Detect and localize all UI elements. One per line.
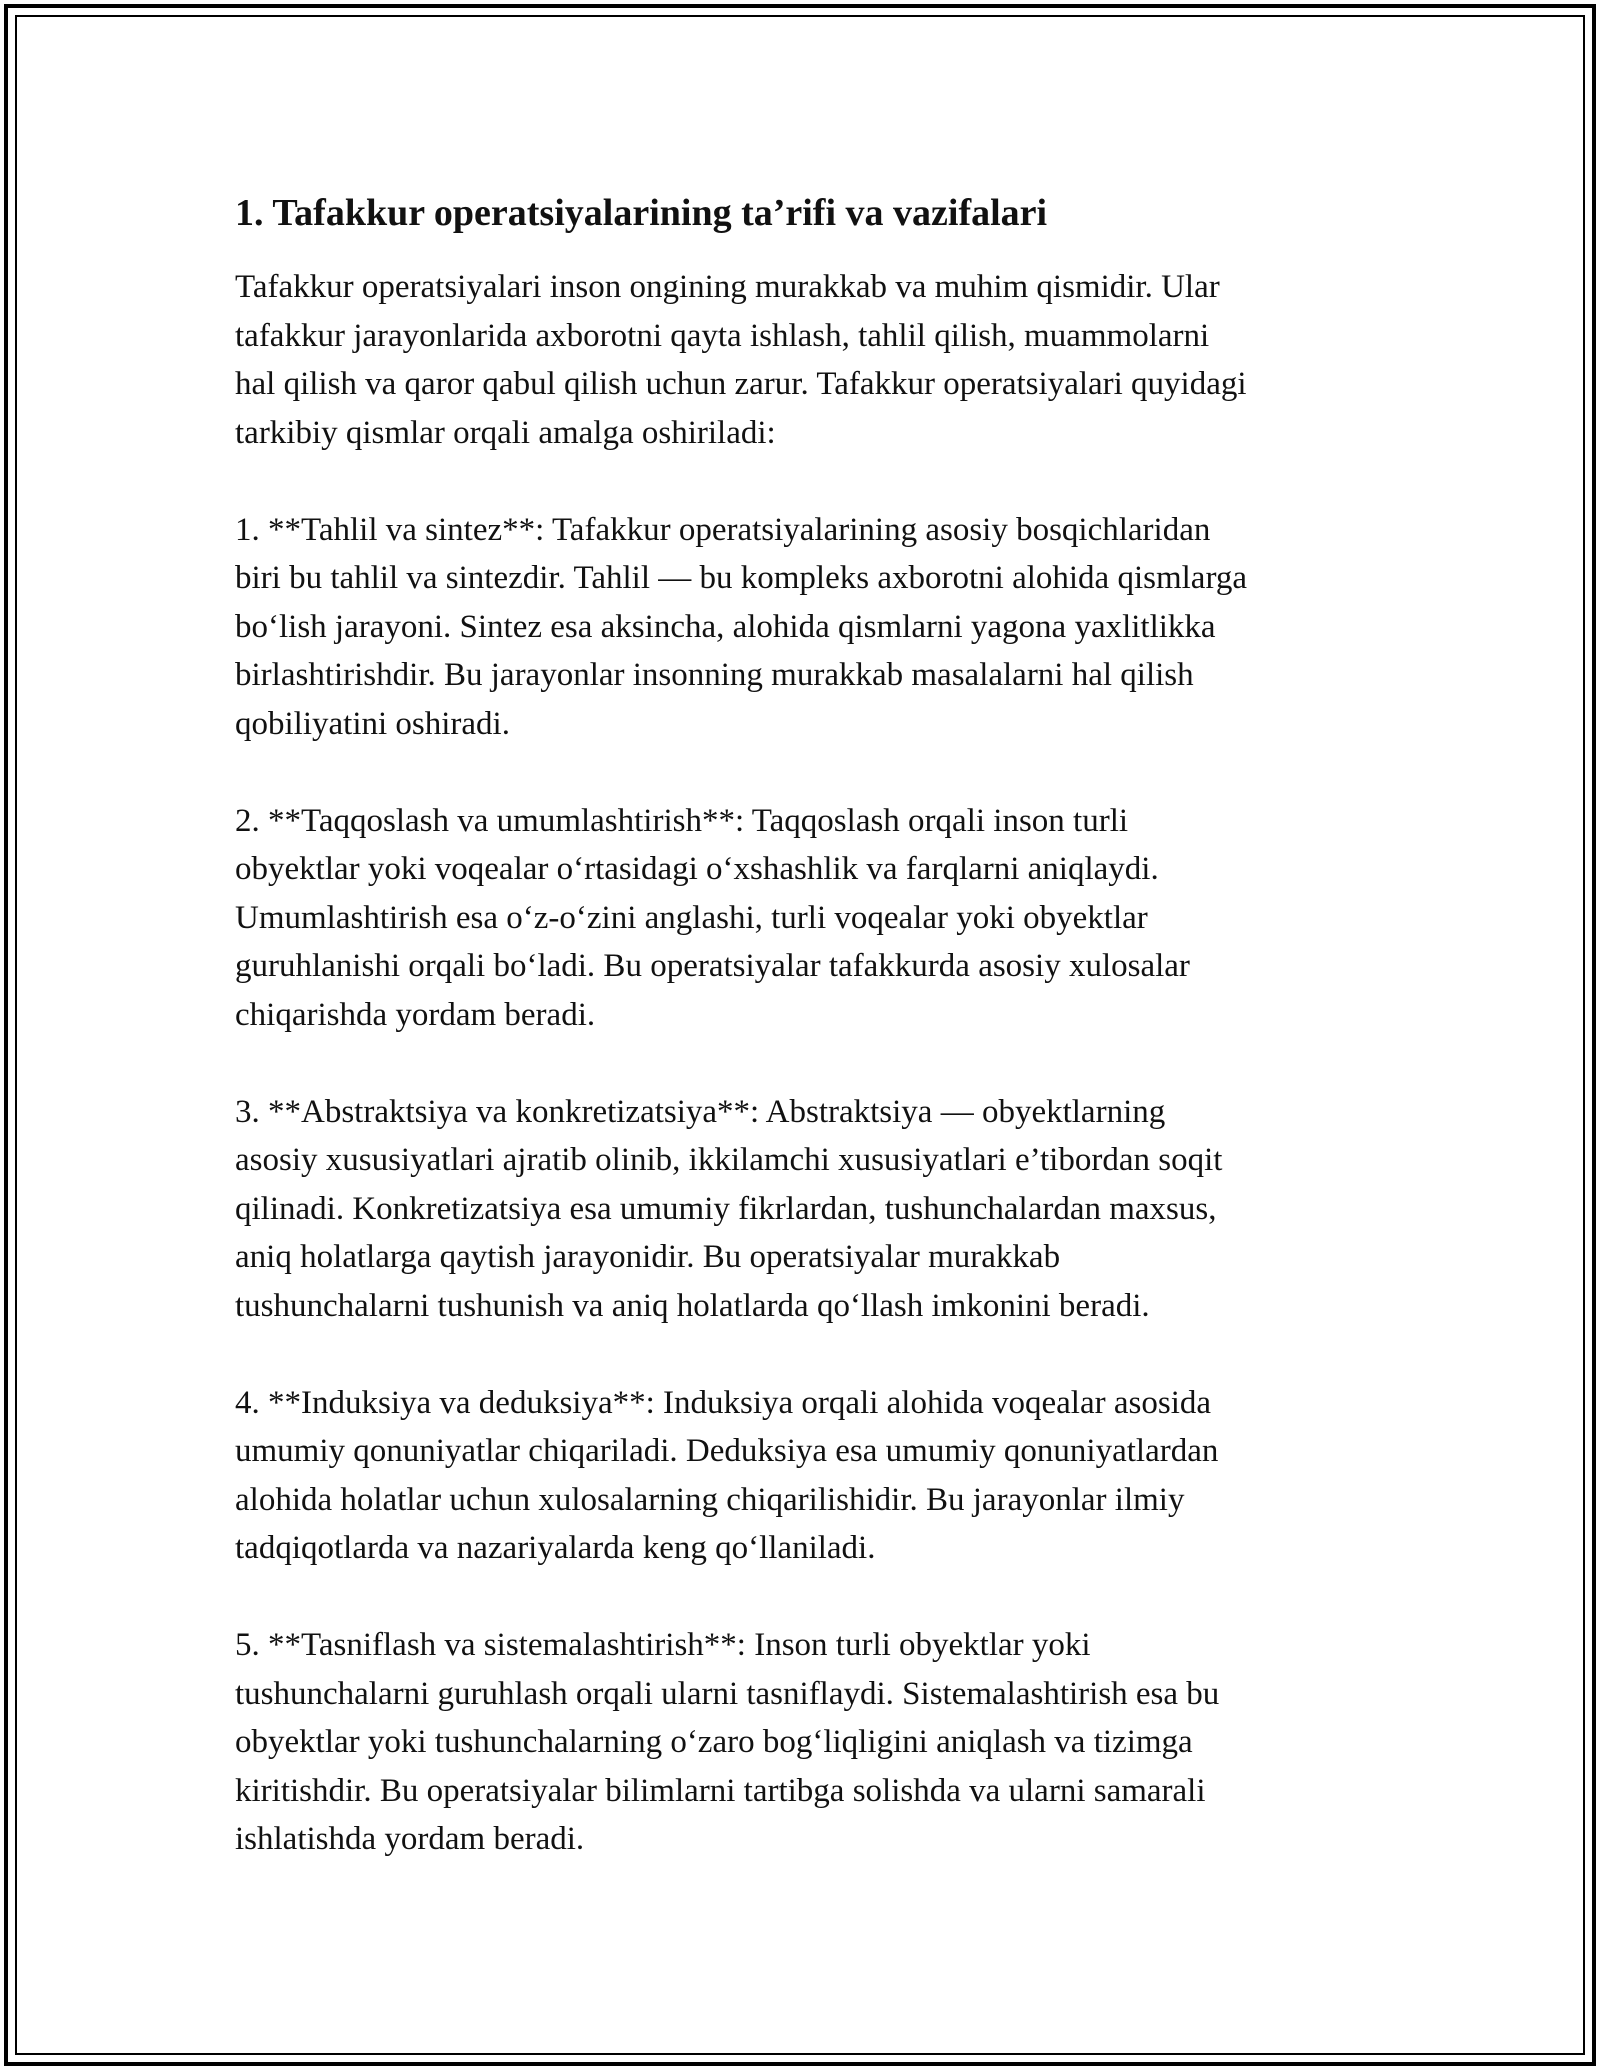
text-line: Tafakkur operatsiyalari inson ongining murakkab va muhim qismidir. Ular [235,269,1220,305]
text-line: obyektlar yoki tushunchalarning o‘zaro bog‘liqligini aniqlash va tizimga [235,1724,1193,1760]
text-line: obyektlar yoki voqealar o‘rtasidagi o‘xshashlik va farqlarni aniqlaydi. [235,851,1159,887]
text-line: birlashtirishdir. Bu jarayonlar insonning murakkab masalalarni hal qilish [235,657,1194,693]
text-line: asosiy xususiyatlari ajratib olinib, ikkilamchi xususiyatlari e’tibordan soqit [235,1142,1223,1178]
list-item-abstraktsiya [235,1088,1385,1331]
intro-paragraph [235,263,1385,457]
text-line: tushunchalarni guruhlash orqali ularni tasniflaydi. Sistemalashtirish esa bu [235,1675,1220,1712]
text-line: 2. **Taqqoslash va umumlashtirish**: Taqqoslash orqali inson turli [235,802,1129,839]
text-line: tarkibiy qismlar orqali amalga oshiriladi: [235,414,776,451]
list-item-tasniflash [235,1621,1385,1864]
text-line: qilinadi. Konkretizatsiya esa umumiy fikrlardan, tushunchalardan maxsus, [235,1190,1217,1227]
text-line: 3. **Abstraktsiya va konkretizatsiya**: Abstraktsiya — obyektlarning [235,1093,1166,1130]
text-line: ishlatishda yordam beradi. [235,1821,585,1857]
list-item-induksiya [235,1379,1385,1573]
text-line: tafakkur jarayonlarida axborotni qayta ishlash, tahlil qilish, muammolarni [235,317,1210,354]
text-line: qobiliyatini oshiradi. [235,705,510,742]
text-line: Umumlashtirish esa o‘z-o‘zini anglashi, turli voqealar yoki obyektlar [235,899,1148,936]
text-line: tushunchalarni tushunish va aniq holatlarda qo‘llash imkonini beradi. [235,1287,1150,1324]
text-line: biri bu tahlil va sintezdir. Tahlil — bu kompleks axborotni alohida qismlarga [235,560,1247,596]
list-item-taqqoslash [235,797,1385,1040]
text-line: aniq holatlarga qaytish jarayonidir. Bu operatsiyalar murakkab [235,1239,1061,1275]
text-line: chiqarishda yordam beradi. [235,996,596,1033]
text-line: alohida holatlar uchun xulosalarning chiqarilishidir. Bu jarayonlar ilmiy [235,1481,1185,1518]
text-line: umumiy qonuniyatlar chiqariladi. Deduksiya esa umumiy qonuniyatlardan [235,1433,1219,1469]
text-line: hal qilish va qaror qabul qilish uchun zarur. Tafakkur operatsiyalari quyidagi [235,366,1247,402]
text-line: bo‘lish jarayoni. Sintez esa aksincha, alohida qismlarni yagona yaxlitlikka [235,608,1216,645]
text-line: 5. **Tasniflash va sistemalashtirish**: Inson turli obyektlar yoki [235,1627,1091,1663]
list-item-tahlil-sintez [235,506,1385,749]
text-line: kiritishdir. Bu operatsiyalar bilimlarni tartibga solishda va ularni samarali [235,1772,1206,1809]
text-line: guruhlanishi orqali bo‘ladi. Bu operatsiyalar tafakkurda asosiy xulosalar [235,948,1190,984]
text-line: tadqiqotlarda va nazariyalarda keng qo‘llaniladi. [235,1530,876,1566]
section-heading: 1. Tafakkur operatsiyalarining ta’rifi va vazifalari [235,192,1048,234]
text-line: 1. **Tahlil va sintez**: Tafakkur operatsiyalarining asosiy bosqichlaridan [235,511,1211,548]
document-body [235,185,1385,1912]
text-line: 4. **Induksiya va deduksiya**: Induksiya orqali alohida voqealar asosida [235,1384,1212,1421]
